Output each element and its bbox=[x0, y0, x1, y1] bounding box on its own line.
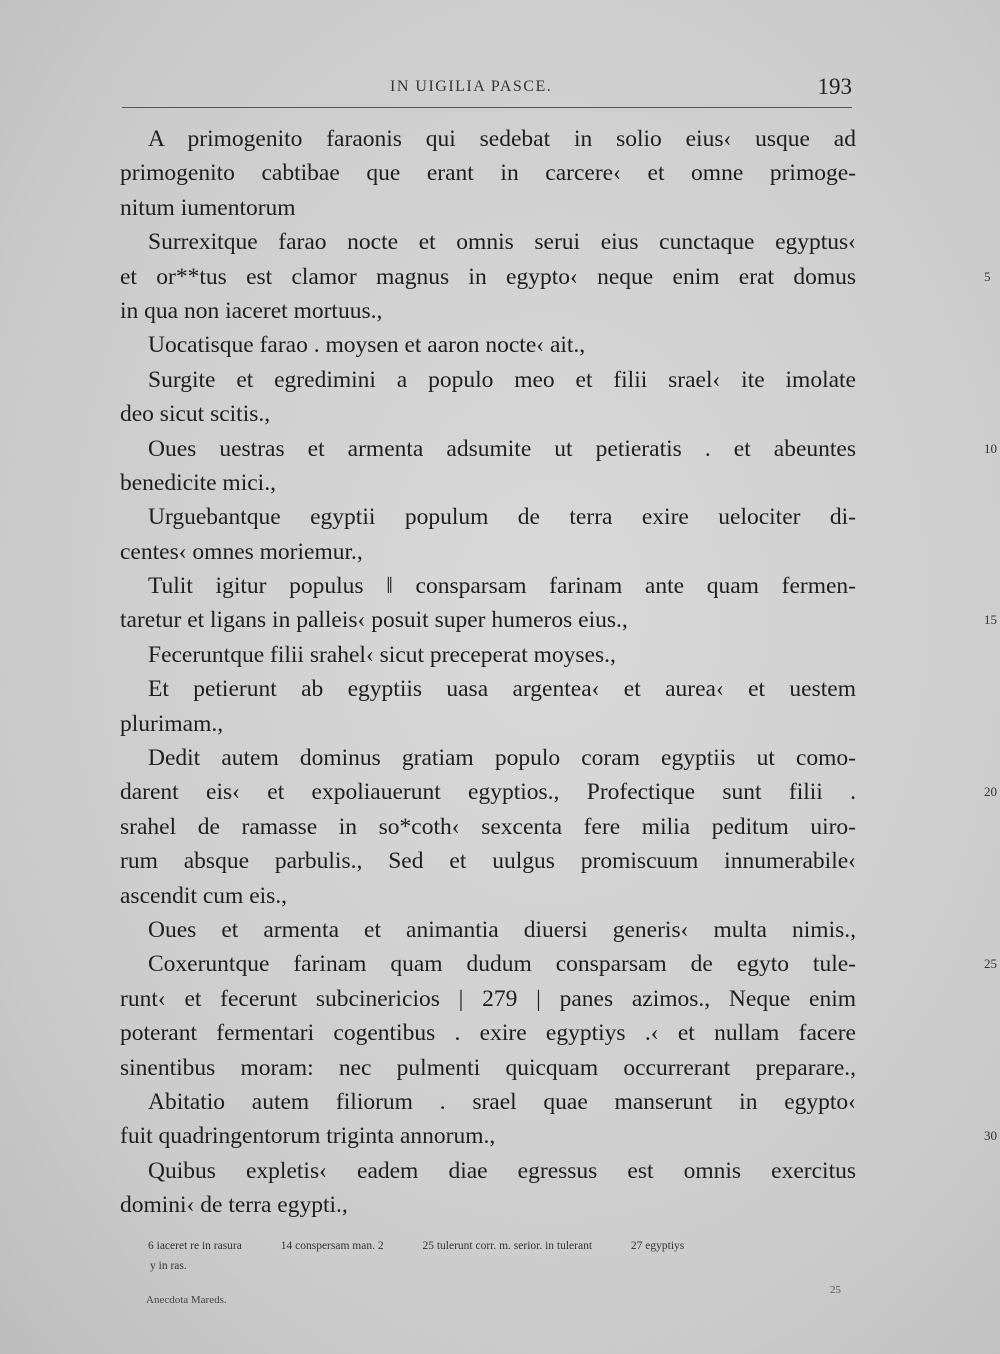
footnote-item: 25 tulerunt corr. m. serior. in tulerant bbox=[422, 1240, 593, 1252]
line-number: 25 bbox=[984, 956, 997, 972]
footnotes bbox=[148, 1236, 868, 1276]
line-number: 5 bbox=[984, 268, 991, 284]
text-line bbox=[120, 156, 856, 190]
line-text: primogenito cabtibae que erant in carcere‹ et omne primoge- bbox=[120, 160, 856, 187]
footnote-item: 6 iaceret re in rasura bbox=[148, 1240, 242, 1252]
line-text: deo sicut scitis., bbox=[120, 401, 271, 428]
line-text: Coxeruntque farinam quam dudum consparsam de egyto tule- bbox=[148, 951, 856, 978]
line-text: Quibus expletis‹ eadem diae egressus est omnis exercitus bbox=[148, 1157, 856, 1184]
line-text: Oues uestras et armenta adsumite ut petieratis . et abeuntes bbox=[148, 435, 856, 462]
text-line bbox=[120, 466, 856, 500]
line-text: Feceruntque filii srahel‹ sicut preceperat moyses., bbox=[148, 641, 616, 668]
text-line bbox=[120, 260, 991, 294]
page-header bbox=[120, 74, 856, 108]
line-text: rum absque parbulis., Sed et uulgus promiscuum innumerabile‹ bbox=[120, 848, 856, 875]
text-line bbox=[120, 913, 856, 947]
text-line bbox=[120, 775, 997, 809]
running-title: IN UIGILIA PASCE. bbox=[390, 78, 553, 95]
line-text: plurimam., bbox=[120, 710, 224, 737]
line-text: runt‹ et fecerunt subcinericios | 279 | panes azimos., Neque enim bbox=[120, 985, 856, 1012]
text-line bbox=[120, 432, 997, 466]
text-line bbox=[120, 122, 856, 156]
line-number: 15 bbox=[984, 612, 997, 628]
header-rule bbox=[122, 107, 852, 108]
line-text: Tulit igitur populus ‖ consparsam farinam ante quam fermen- bbox=[148, 573, 856, 600]
text-line bbox=[120, 638, 856, 672]
line-text: poterant fermentari cogentibus . exire egyptiys .‹ et nullam facere bbox=[120, 1020, 856, 1047]
text-line bbox=[120, 1085, 856, 1119]
page-number: 193 bbox=[817, 74, 852, 99]
line-text: benedicite mici., bbox=[120, 469, 276, 496]
text-line bbox=[120, 947, 997, 981]
line-text: taretur et ligans in palleis‹ posuit super humeros eius., bbox=[120, 607, 628, 634]
text-line bbox=[120, 741, 856, 775]
printer-signature: Anecdota Mareds. bbox=[146, 1294, 227, 1306]
line-text: sinentibus moram: nec pulmenti quicquam occurrerant preparare., bbox=[120, 1054, 856, 1081]
footnote-item: 27 egyptiys bbox=[630, 1240, 685, 1252]
footnote-continuation: y in ras. bbox=[150, 1260, 187, 1272]
text-line bbox=[120, 500, 856, 534]
line-text: Surgite et egredimini a populo meo et filii srael‹ ite imolate bbox=[148, 366, 856, 393]
line-text: Urguebantque egyptii populum de terra exire uelociter di- bbox=[148, 504, 856, 531]
line-text: Dedit autem dominus gratiam populo coram egyptiis ut como- bbox=[148, 745, 856, 772]
text-line bbox=[120, 191, 856, 225]
signature-mark: 25 bbox=[830, 1284, 841, 1296]
line-text: Et petierunt ab egyptiis uasa argentea‹ et aurea‹ et uestem bbox=[148, 676, 856, 703]
text-line bbox=[120, 810, 856, 844]
text-line bbox=[120, 363, 856, 397]
body-text bbox=[120, 122, 997, 1223]
line-number: 10 bbox=[984, 440, 997, 456]
line-text: fuit quadringentorum triginta annorum., bbox=[120, 1123, 496, 1150]
line-text: domini‹ de terra egypti., bbox=[120, 1192, 348, 1219]
text-line bbox=[120, 1154, 856, 1188]
line-text: in qua non iaceret mortuus., bbox=[120, 297, 383, 324]
line-text: et or**tus est clamor magnus in egypto‹ neque enim erat domus bbox=[120, 263, 856, 290]
line-text: ascendit cum eis., bbox=[120, 882, 288, 909]
text-line bbox=[120, 879, 856, 913]
text-line bbox=[120, 569, 856, 603]
line-text: darent eis‹ et expoliauerunt egyptios., Profectique sunt filii . bbox=[120, 779, 856, 806]
line-text: Oues et armenta et animantia diuersi generis‹ multa nimis., bbox=[148, 916, 856, 943]
line-text: nitum iumentorum bbox=[120, 194, 296, 221]
text-line bbox=[120, 1188, 856, 1222]
text-line bbox=[120, 982, 856, 1016]
footnote-row bbox=[148, 1236, 868, 1256]
footnote-item: 14 conspersam man. 2 bbox=[280, 1240, 384, 1252]
text-line bbox=[120, 328, 856, 362]
line-text: srahel de ramasse in so*coth‹ sexcenta fere milia peditum uiro- bbox=[120, 813, 856, 840]
text-line bbox=[120, 1051, 856, 1085]
line-text: A primogenito faraonis qui sedebat in solio eius‹ usque ad bbox=[148, 126, 856, 152]
text-line bbox=[120, 672, 856, 706]
line-text: centes‹ omnes moriemur., bbox=[120, 538, 363, 565]
text-line bbox=[120, 535, 856, 569]
line-text: Abitatio autem filiorum . srael quae manserunt in egypto‹ bbox=[148, 1088, 856, 1115]
text-line bbox=[120, 844, 856, 878]
text-line bbox=[120, 1119, 997, 1153]
text-line bbox=[120, 294, 856, 328]
text-line bbox=[120, 1016, 856, 1050]
line-number: 20 bbox=[984, 784, 997, 800]
line-text: Surrexitque farao nocte et omnis serui eius cunctaque egyptus‹ bbox=[148, 229, 856, 256]
text-line bbox=[120, 603, 997, 637]
text-line bbox=[120, 225, 856, 259]
line-number: 30 bbox=[984, 1128, 997, 1144]
text-line bbox=[120, 707, 856, 741]
line-text: Uocatisque farao . moysen et aaron nocte‹ ait., bbox=[148, 332, 586, 359]
text-line bbox=[120, 397, 856, 431]
